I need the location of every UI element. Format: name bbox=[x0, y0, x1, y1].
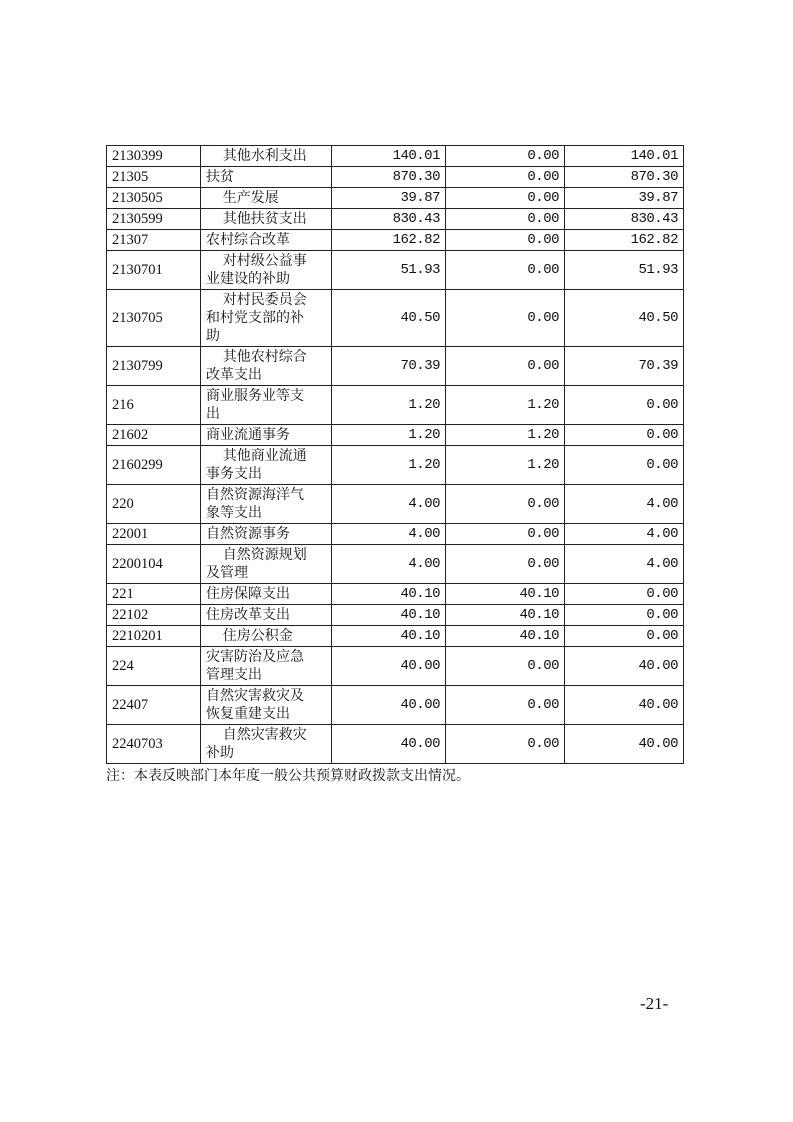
subject-name-cell-text: 自然资源海洋气象等支出 bbox=[206, 487, 304, 521]
table-row bbox=[107, 686, 684, 725]
total-cell: 830.43 bbox=[332, 209, 446, 230]
subject-code-cell: 2130799 bbox=[107, 347, 201, 386]
project-expenditure-cell: 0.00 bbox=[565, 584, 684, 605]
total-cell: 40.00 bbox=[332, 725, 446, 764]
subject-code-cell: 2200104 bbox=[107, 545, 201, 584]
basic-expenditure-cell: 0.00 bbox=[446, 347, 565, 386]
total-cell: 70.39 bbox=[332, 347, 446, 386]
total-cell: 39.87 bbox=[332, 188, 446, 209]
project-expenditure-cell: 0.00 bbox=[565, 446, 684, 485]
project-expenditure-cell: 70.39 bbox=[565, 347, 684, 386]
table-section bbox=[106, 145, 684, 785]
subject-name-cell-text: 住房保障支出 bbox=[206, 586, 290, 602]
page-number: -21- bbox=[640, 994, 669, 1013]
subject-code-cell: 22001 bbox=[107, 524, 201, 545]
basic-expenditure-cell: 0.00 bbox=[446, 146, 565, 167]
total-cell: 40.10 bbox=[332, 626, 446, 647]
subject-name-cell-text: 自然灾害救灾补助 bbox=[206, 727, 307, 761]
subject-name-cell-text: 自然资源事务 bbox=[206, 526, 290, 542]
total-cell: 1.20 bbox=[332, 446, 446, 485]
total-cell: 40.10 bbox=[332, 584, 446, 605]
table-row bbox=[107, 725, 684, 764]
subject-name-cell-text: 其他水利支出 bbox=[222, 148, 307, 164]
subject-name-cell-text: 对村级公益事业建设的补助 bbox=[206, 253, 307, 287]
subject-name-cell-text: 扶贫 bbox=[206, 169, 234, 185]
basic-expenditure-cell: 0.00 bbox=[446, 167, 565, 188]
project-expenditure-cell: 40.00 bbox=[565, 686, 684, 725]
subject-name-cell-text: 灾害防治及应急管理支出 bbox=[206, 649, 304, 683]
table-row bbox=[107, 425, 684, 446]
subject-name-cell-text: 住房改革支出 bbox=[206, 607, 290, 623]
subject-name-cell bbox=[201, 725, 332, 764]
table-row bbox=[107, 647, 684, 686]
subject-name-cell-text: 对村民委员会和村党支部的补助 bbox=[206, 292, 307, 344]
subject-name-cell bbox=[201, 146, 332, 167]
subject-code-cell: 216 bbox=[107, 386, 201, 425]
project-expenditure-cell: 4.00 bbox=[565, 485, 684, 524]
budget-expenditure-table bbox=[106, 145, 684, 764]
basic-expenditure-cell: 0.00 bbox=[446, 485, 565, 524]
table-row bbox=[107, 446, 684, 485]
subject-code-cell: 21307 bbox=[107, 230, 201, 251]
subject-code-cell: 221 bbox=[107, 584, 201, 605]
basic-expenditure-cell: 0.00 bbox=[446, 725, 565, 764]
basic-expenditure-cell: 1.20 bbox=[446, 425, 565, 446]
subject-code-cell: 2130399 bbox=[107, 146, 201, 167]
subject-code-cell: 2130599 bbox=[107, 209, 201, 230]
basic-expenditure-cell: 0.00 bbox=[446, 290, 565, 347]
basic-expenditure-cell: 40.10 bbox=[446, 626, 565, 647]
total-cell: 40.00 bbox=[332, 686, 446, 725]
subject-name-cell bbox=[201, 167, 332, 188]
total-cell: 870.30 bbox=[332, 167, 446, 188]
basic-expenditure-cell: 0.00 bbox=[446, 647, 565, 686]
total-cell: 4.00 bbox=[332, 524, 446, 545]
project-expenditure-cell: 870.30 bbox=[565, 167, 684, 188]
table-row bbox=[107, 146, 684, 167]
subject-name-cell bbox=[201, 545, 332, 584]
subject-name-cell-text: 住房公积金 bbox=[222, 628, 293, 644]
table-row bbox=[107, 347, 684, 386]
basic-expenditure-cell: 40.10 bbox=[446, 584, 565, 605]
subject-name-cell bbox=[201, 251, 332, 290]
table-row bbox=[107, 626, 684, 647]
subject-code-cell: 2130505 bbox=[107, 188, 201, 209]
subject-name-cell-text: 商业服务业等支出 bbox=[206, 388, 304, 422]
subject-code-cell: 220 bbox=[107, 485, 201, 524]
subject-name-cell bbox=[201, 230, 332, 251]
subject-name-cell-text: 自然资源规划及管理 bbox=[206, 547, 307, 581]
project-expenditure-cell: 162.82 bbox=[565, 230, 684, 251]
subject-code-cell: 2210201 bbox=[107, 626, 201, 647]
subject-code-cell: 2130701 bbox=[107, 251, 201, 290]
basic-expenditure-cell: 1.20 bbox=[446, 386, 565, 425]
project-expenditure-cell: 40.00 bbox=[565, 647, 684, 686]
table-row bbox=[107, 386, 684, 425]
subject-name-cell bbox=[201, 347, 332, 386]
subject-name-cell bbox=[201, 605, 332, 626]
subject-name-cell bbox=[201, 209, 332, 230]
table-row bbox=[107, 188, 684, 209]
table-row bbox=[107, 230, 684, 251]
subject-code-cell: 2240703 bbox=[107, 725, 201, 764]
subject-name-cell bbox=[201, 686, 332, 725]
subject-name-cell bbox=[201, 425, 332, 446]
project-expenditure-cell: 0.00 bbox=[565, 386, 684, 425]
project-expenditure-cell: 4.00 bbox=[565, 545, 684, 584]
basic-expenditure-cell: 0.00 bbox=[446, 545, 565, 584]
subject-name-cell-text: 其他商业流通事务支出 bbox=[206, 448, 307, 482]
basic-expenditure-cell: 0.00 bbox=[446, 524, 565, 545]
table-row bbox=[107, 209, 684, 230]
subject-name-cell-text: 商业流通事务 bbox=[206, 427, 290, 443]
total-cell: 140.01 bbox=[332, 146, 446, 167]
basic-expenditure-cell: 0.00 bbox=[446, 251, 565, 290]
table-row bbox=[107, 584, 684, 605]
subject-code-cell: 224 bbox=[107, 647, 201, 686]
total-cell: 51.93 bbox=[332, 251, 446, 290]
table-row bbox=[107, 251, 684, 290]
project-expenditure-cell: 0.00 bbox=[565, 425, 684, 446]
subject-name-cell bbox=[201, 485, 332, 524]
subject-name-cell bbox=[201, 584, 332, 605]
subject-name-cell-text: 农村综合改革 bbox=[206, 232, 290, 248]
project-expenditure-cell: 40.00 bbox=[565, 725, 684, 764]
total-cell: 1.20 bbox=[332, 425, 446, 446]
project-expenditure-cell: 51.93 bbox=[565, 251, 684, 290]
total-cell: 40.00 bbox=[332, 647, 446, 686]
total-cell: 4.00 bbox=[332, 485, 446, 524]
basic-expenditure-cell: 0.00 bbox=[446, 209, 565, 230]
project-expenditure-cell: 0.00 bbox=[565, 626, 684, 647]
subject-name-cell bbox=[201, 386, 332, 425]
table-row bbox=[107, 605, 684, 626]
subject-code-cell: 22102 bbox=[107, 605, 201, 626]
subject-name-cell bbox=[201, 290, 332, 347]
project-expenditure-cell: 830.43 bbox=[565, 209, 684, 230]
table-row bbox=[107, 524, 684, 545]
project-expenditure-cell: 140.01 bbox=[565, 146, 684, 167]
total-cell: 40.10 bbox=[332, 605, 446, 626]
subject-name-cell bbox=[201, 647, 332, 686]
total-cell: 162.82 bbox=[332, 230, 446, 251]
basic-expenditure-cell: 0.00 bbox=[446, 686, 565, 725]
table-row bbox=[107, 545, 684, 584]
subject-name-cell-text: 其他农村综合改革支出 bbox=[206, 349, 307, 383]
table-row bbox=[107, 167, 684, 188]
subject-name-cell-text: 生产发展 bbox=[222, 190, 279, 206]
subject-code-cell: 21305 bbox=[107, 167, 201, 188]
subject-name-cell bbox=[201, 626, 332, 647]
subject-name-cell-text: 自然灾害救灾及恢复重建支出 bbox=[206, 688, 304, 722]
basic-expenditure-cell: 40.10 bbox=[446, 605, 565, 626]
project-expenditure-cell: 0.00 bbox=[565, 605, 684, 626]
total-cell: 40.50 bbox=[332, 290, 446, 347]
project-expenditure-cell: 4.00 bbox=[565, 524, 684, 545]
total-cell: 4.00 bbox=[332, 545, 446, 584]
project-expenditure-cell: 40.50 bbox=[565, 290, 684, 347]
subject-code-cell: 2130705 bbox=[107, 290, 201, 347]
project-expenditure-cell: 39.87 bbox=[565, 188, 684, 209]
total-cell: 1.20 bbox=[332, 386, 446, 425]
subject-name-cell-text: 其他扶贫支出 bbox=[222, 211, 307, 227]
table-note: 注：本表反映部门本年度一般公共预算财政拨款支出情况。 bbox=[106, 768, 470, 784]
basic-expenditure-cell: 0.00 bbox=[446, 188, 565, 209]
subject-code-cell: 2160299 bbox=[107, 446, 201, 485]
table-row bbox=[107, 290, 684, 347]
subject-name-cell bbox=[201, 524, 332, 545]
subject-code-cell: 22407 bbox=[107, 686, 201, 725]
subject-name-cell bbox=[201, 188, 332, 209]
subject-name-cell bbox=[201, 446, 332, 485]
table-row bbox=[107, 485, 684, 524]
basic-expenditure-cell: 0.00 bbox=[446, 230, 565, 251]
subject-code-cell: 21602 bbox=[107, 425, 201, 446]
basic-expenditure-cell: 1.20 bbox=[446, 446, 565, 485]
